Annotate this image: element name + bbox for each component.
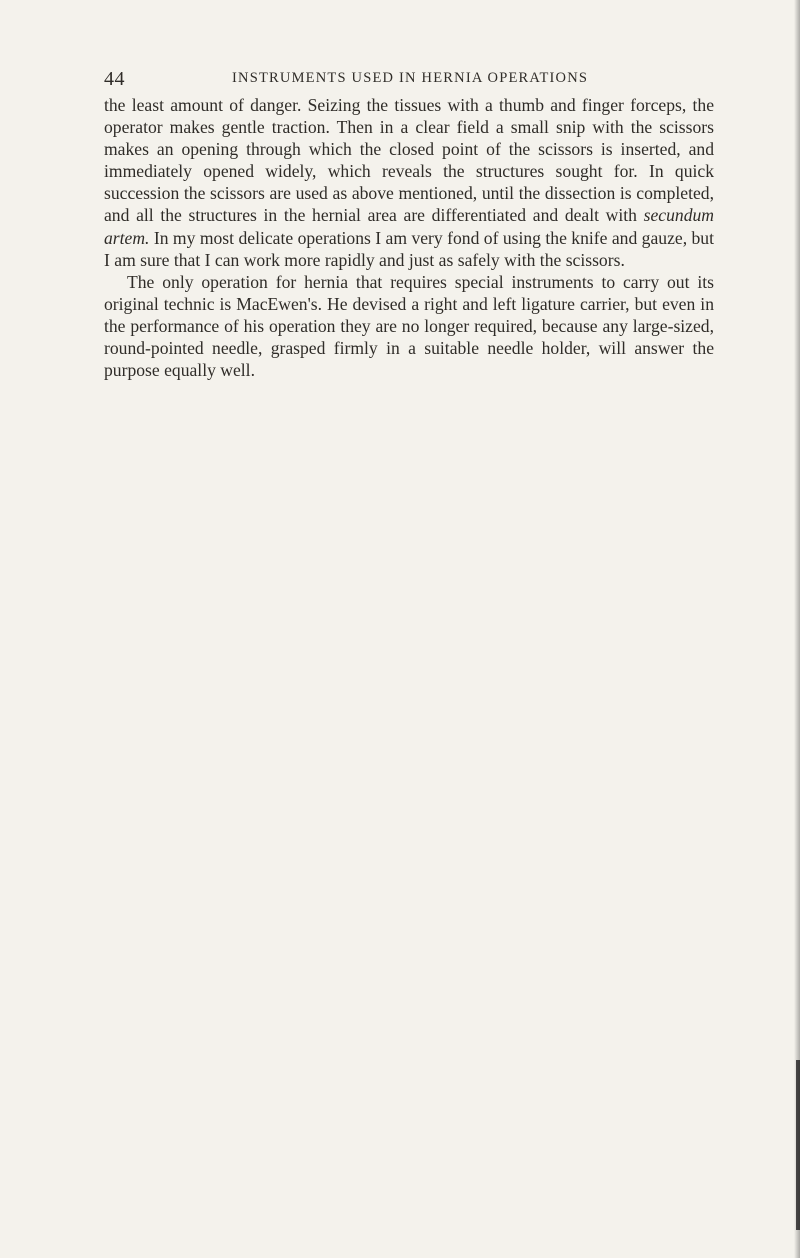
paragraph-2: The only operation for hernia that requires special instruments to carry out its original technic is MacEwen's. He devised a right and left ligature carrier, but even in the performance of his operation they are no longer required, because any large-sized, round-pointed needle, grasped firmly in a suitable needle holder, will answer the purpose equally well. — [104, 271, 714, 381]
latin-phrase: secundum artem. — [104, 205, 714, 248]
scan-edge-mark — [796, 1060, 800, 1230]
paragraph-1-text-start: the least amount of danger. Seizing the tissues with a thumb and finger forceps, the operator makes gentle traction. Then in a clear field a small snip with the scissors makes an opening through which the closed point of the scissors is inserted, and immediately opened widely, which reveals the structures sought for. In quick succession the scissors are used as above mentioned, until the dissection is completed, and all the structures in the hernial area are differentiated and dealt with — [104, 95, 714, 226]
page-number: 44 — [104, 68, 125, 90]
body-text — [104, 94, 714, 381]
running-title: INSTRUMENTS USED IN HERNIA OPERATIONS — [232, 70, 589, 86]
paragraph-1 — [104, 94, 714, 271]
paragraph-1-text-end: In my most delicate operations I am very fond of using the knife and gauze, but I am sure that I can work more rapidly and just as safely with the scissors. — [104, 227, 714, 270]
